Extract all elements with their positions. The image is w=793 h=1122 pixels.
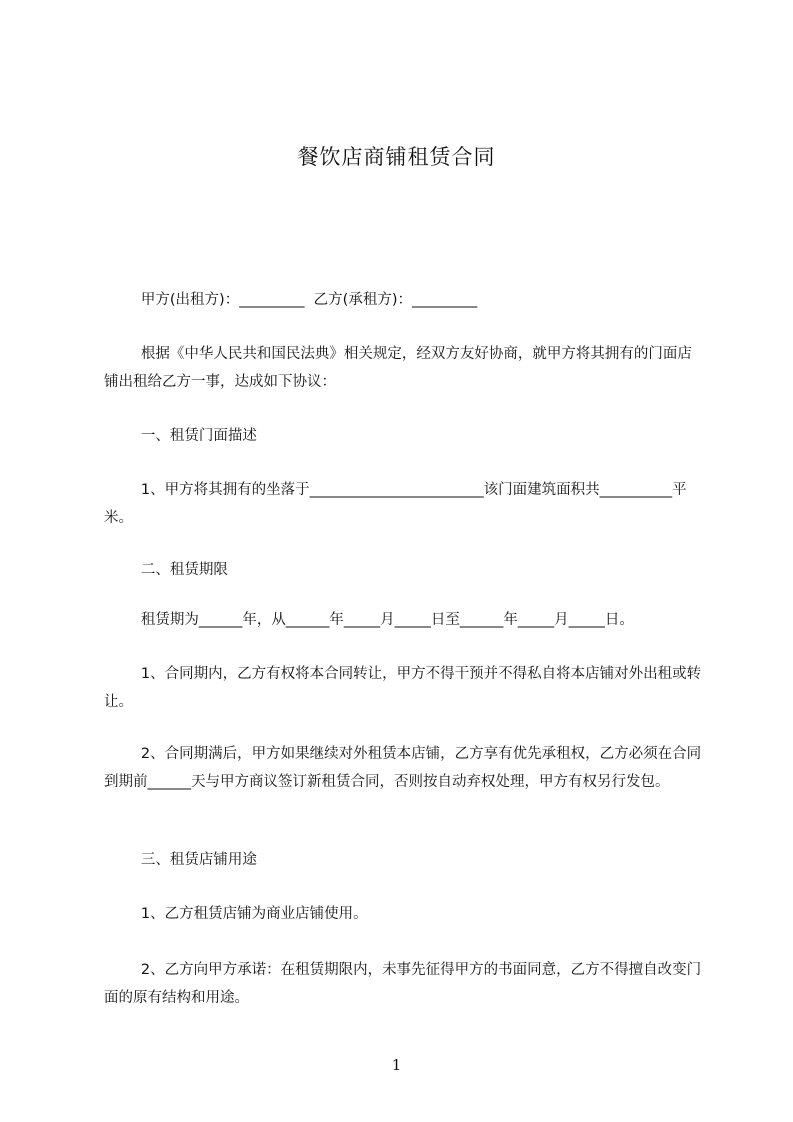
section-2-item-1: 1、合同期内，乙方有权将本合同转让，甲方不得干预并不得私自将本店铺对外出租或转让。 [104,666,702,710]
section-3-heading: 三、租赁店铺用途 [104,852,257,868]
section-3-item-1: 1、乙方租赁店铺为商业店铺使用。 [104,906,368,922]
section-1-heading: 一、租赁门面描述 [104,428,257,444]
section-2-term: 租赁期为______年，从______年_____月_____日至______年_____月_____日。 [104,612,634,628]
parties-line: 甲方(出租方)：_________ 乙方(承租方)：_________ [104,292,478,308]
section-1-item-1: 1、甲方将其拥有的坐落于________________________该门面建筑面积共__________平米。 [104,482,687,526]
section-2-heading: 二、租赁期限 [104,562,228,578]
page-number: 1 [391,1056,402,1074]
section-2-item-2: 2、合同期满后，甲方如果继续对外租赁本店铺，乙方享有优先承租权，乙方必须在合同到期前______天与甲方商议签订新租赁合同，否则按自动弃权处理，甲方有权另行发包。 [104,746,702,790]
intro-paragraph: 根据《中华人民共和国民法典》相关规定，经双方友好协商，就甲方将其拥有的门面店铺出租给乙方一事，达成如下协议： [104,346,692,390]
document-title: 餐饮店商铺租赁合同 [297,145,496,169]
section-3-item-2: 2、乙方向甲方承诺：在租赁期限内，未事先征得甲方的书面同意，乙方不得擅自改变门面的原有结构和用途。 [104,962,702,1006]
